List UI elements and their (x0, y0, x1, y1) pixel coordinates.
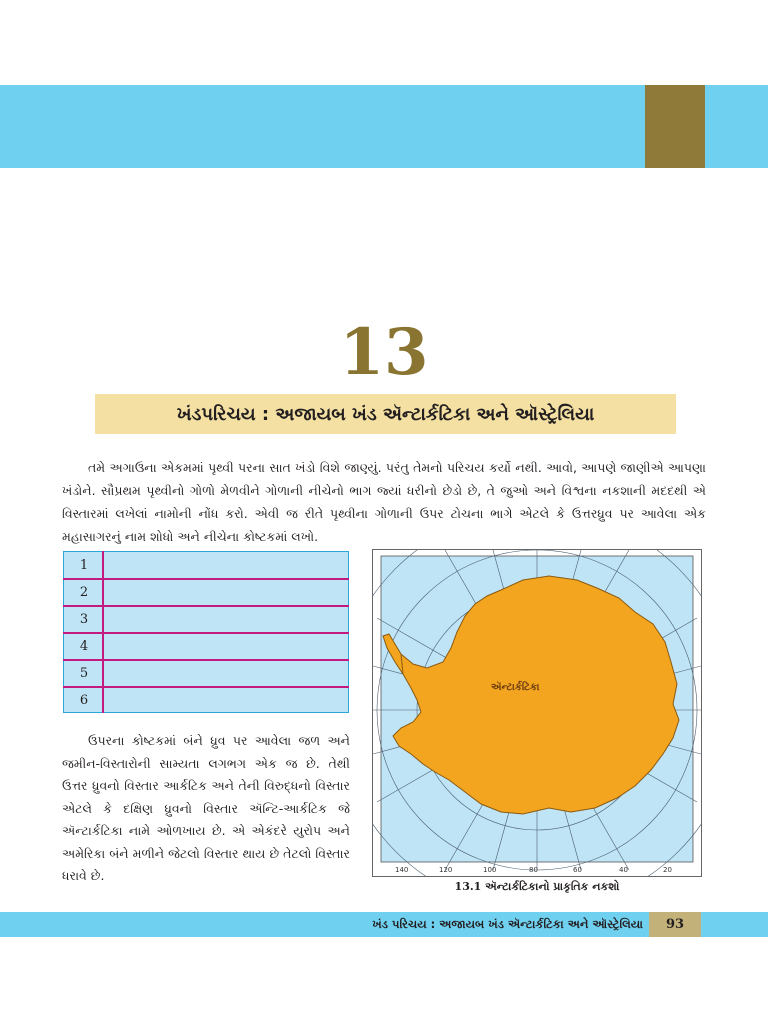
chapter-number: 13 (339, 315, 429, 390)
svg-text:20: 20 (663, 866, 672, 874)
map-caption: 13.1 ઍન્ટાર્કટિકાનો પ્રાકૃતિક નકશો (454, 880, 620, 893)
answer-cell[interactable] (104, 579, 347, 606)
map-graphic (373, 550, 701, 876)
row-number: 6 (79, 693, 89, 708)
table-rule (63, 632, 349, 634)
row-number: 2 (79, 585, 89, 600)
svg-text:140: 140 (395, 866, 409, 874)
map-bottom-ticks (395, 866, 672, 874)
answer-cell[interactable] (104, 687, 347, 714)
row-number: 1 (79, 558, 89, 573)
table-rule (63, 578, 349, 580)
answer-cell[interactable] (104, 552, 347, 579)
body-paragraph: ઉપરના કોષ્ટકમાં બંને ધ્રુવ પર આવેલા જળ અને જમીન-વિસ્તારોની સામ્યતા લગભગ એક જ છે. તેથી ઉત્તર ધ્રુવનો વિસ્તાર આર્કટિક અને તેની વિરુદ્ધનો વિસ્તાર એટલે કે દક્ષિણ ધ્રુવનો વિસ્તાર ઍન્ટિ-આર્કટિક જે ઍન્ટાર્કટિકા નામે ઓળખાય છે. એ એકંદરે યુરોપ અને અમેરિકા બંને મળીને જેટલો વિસ્તાર થાય છે તેટલો વિસ્તાર ધરાવે છે. (62, 733, 350, 883)
chapter-title: ખંડપરિચય : અજાયબ ખંડ ઍન્ટાર્કટિકા અને ઑસ્ટ્રેલિયા (176, 403, 595, 425)
table-rule (63, 659, 349, 661)
page-number: 93 (649, 912, 701, 937)
answer-cell[interactable] (104, 660, 347, 687)
intro-paragraph: તમે અગાઉના એકમમાં પૃથ્વી પરના સાત ખંડો વિશે જાણ્યું. પરંતુ તેમનો પરિચય કર્યો નથી. આવો, આપણે જાણીએ આપણા ખંડોને. સૌપ્રથમ પૃથ્વીનો ગોળો મેળવીને ગોળાની નીચેનો ભાગ જ્યાં ધરીનો છેડો છે, તે જુઓ અને વિશ્વના નકશાની મદદથી એ વિસ્તારમાં લખેલાં નામોની નોંધ કરો. એવી જ રીતે પૃથ્વીના ગોળાની ઉપર ટોચના ભાગે એટલે કે ઉત્તરધ્રુવ પર આવેલા એક મહાસાગરનું નામ શોધો અને નીચેના કોષ્ટકમાં લખો. (62, 460, 706, 544)
answer-cell[interactable] (104, 633, 347, 660)
row-number: 3 (79, 612, 89, 627)
table-row (64, 606, 347, 633)
table-rule (63, 605, 349, 607)
table-row (64, 687, 347, 714)
table-row (64, 660, 347, 687)
footer-running-title: ખંડ પરિચય : અજાયબ ખંડ ઍન્ટાર્કટિકા અને ઑસ્ટ્રેલિયા (372, 917, 643, 931)
table-row (64, 552, 347, 579)
answer-cell[interactable] (104, 606, 347, 633)
svg-text:60: 60 (573, 866, 582, 874)
svg-text:80: 80 (529, 866, 538, 874)
header-accent-block (645, 85, 705, 168)
table-row (64, 579, 347, 606)
row-number: 5 (79, 666, 89, 681)
svg-text:120: 120 (439, 866, 453, 874)
chapter-title-box (95, 394, 676, 434)
svg-text:40: 40 (619, 866, 628, 874)
table-row (64, 633, 347, 660)
antarctica-map (372, 549, 702, 877)
row-number: 4 (79, 639, 89, 654)
table-rule (63, 686, 349, 688)
svg-text:100: 100 (483, 866, 497, 874)
map-center-label: ઍન્ટાર્કટિકા (491, 682, 540, 693)
